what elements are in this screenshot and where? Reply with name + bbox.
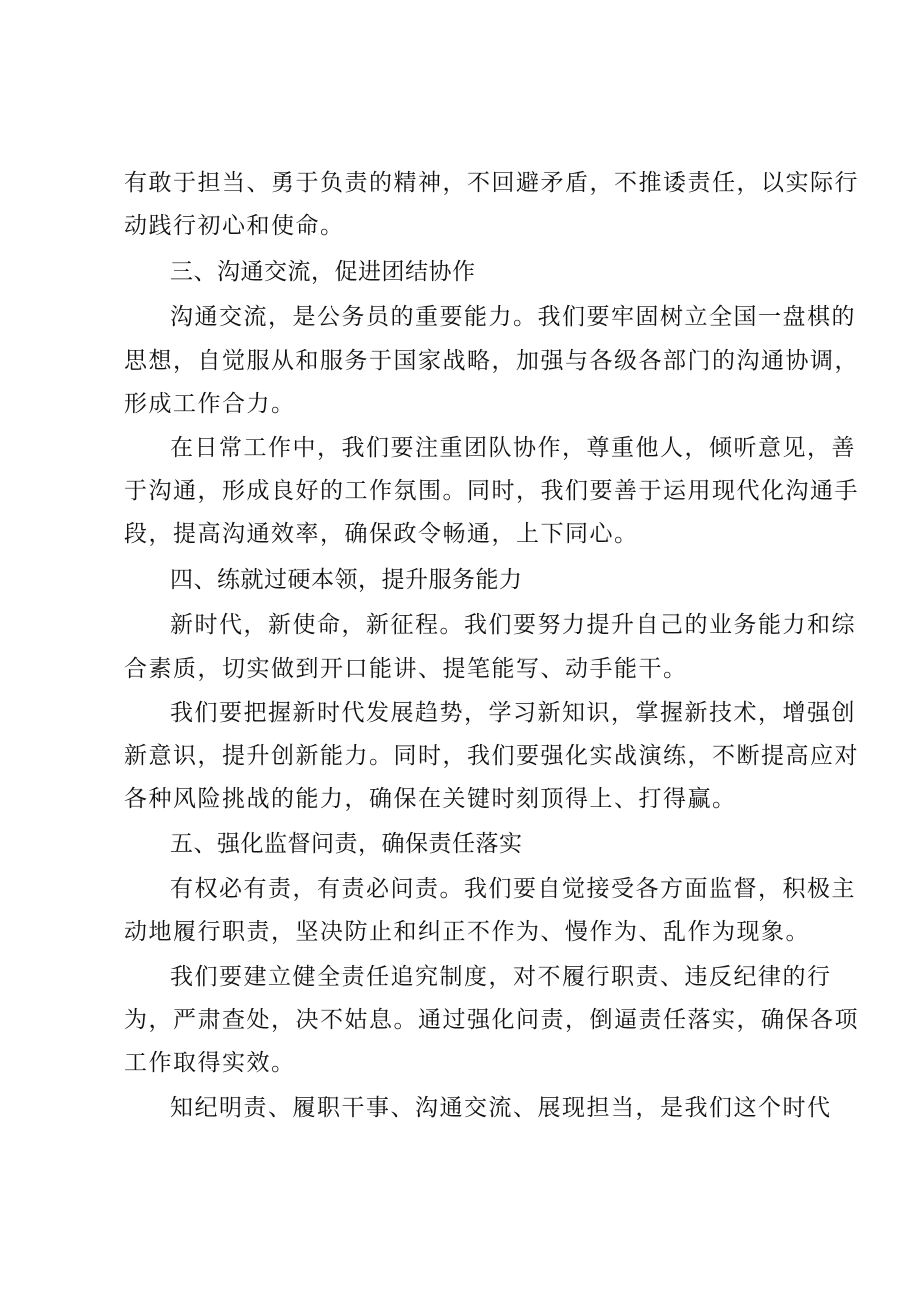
paragraph-line: 有权必有责，有责必问责。我们要自觉接受各方面监督，积极主	[170, 876, 856, 902]
paragraph-line: 我们要把握新时代发展趋势，学习新知识，掌握新技术，增强创	[170, 700, 856, 726]
paragraph-line: 新意识，提升创新能力。同时，我们要强化实战演练，不断提高应对	[124, 743, 859, 769]
paragraph-line: 在日常工作中，我们要注重团队协作，尊重他人，倾听意见，善	[170, 435, 856, 461]
paragraph-line: 沟通交流，是公务员的重要能力。我们要牢固树立全国一盘棋的	[170, 304, 856, 330]
section-heading-3: 三、沟通交流，促进团结协作	[170, 259, 476, 285]
paragraph-line: 形成工作合力。	[124, 391, 296, 417]
section-heading-4: 四、练就过硬本领，提升服务能力	[170, 567, 523, 593]
paragraph-line: 动践行初心和使命。	[124, 213, 345, 239]
paragraph-line: 动地履行职责，坚决防止和纠正不作为、慢作为、乱作为现象。	[124, 919, 810, 945]
paragraph-line: 合素质，切实做到开口能讲、提笔能写、动手能干。	[124, 656, 688, 682]
paragraph-line: 我们要建立健全责任追究制度，对不履行职责、违反纪律的行	[170, 964, 832, 990]
section-heading-5: 五、强化监督问责，确保责任落实	[170, 831, 523, 857]
paragraph-line: 思想，自觉服从和服务于国家战略，加强与各级各部门的沟通协调，	[124, 348, 859, 374]
paragraph-line: 知纪明责、履职干事、沟通交流、展现担当，是我们这个时代	[170, 1095, 832, 1121]
paragraph-line: 为，严肃查处，决不姑息。通过强化问责，倒逼责任落实，确保各项	[124, 1007, 859, 1033]
paragraph-line: 工作取得实效。	[124, 1050, 296, 1076]
paragraph-line: 各种风险挑战的能力，确保在关键时刻顶得上、打得赢。	[124, 786, 737, 812]
paragraph-line: 新时代，新使命，新征程。我们要努力提升自己的业务能力和综	[170, 612, 856, 638]
paragraph-line: 于沟通，形成良好的工作氛围。同时，我们要善于运用现代化沟通手	[124, 478, 859, 504]
paragraph-line: 段，提高沟通效率，确保政令畅通，上下同心。	[124, 521, 639, 547]
paragraph-line: 有敢于担当、勇于负责的精神，不回避矛盾，不推诿责任，以实际行	[124, 170, 859, 196]
